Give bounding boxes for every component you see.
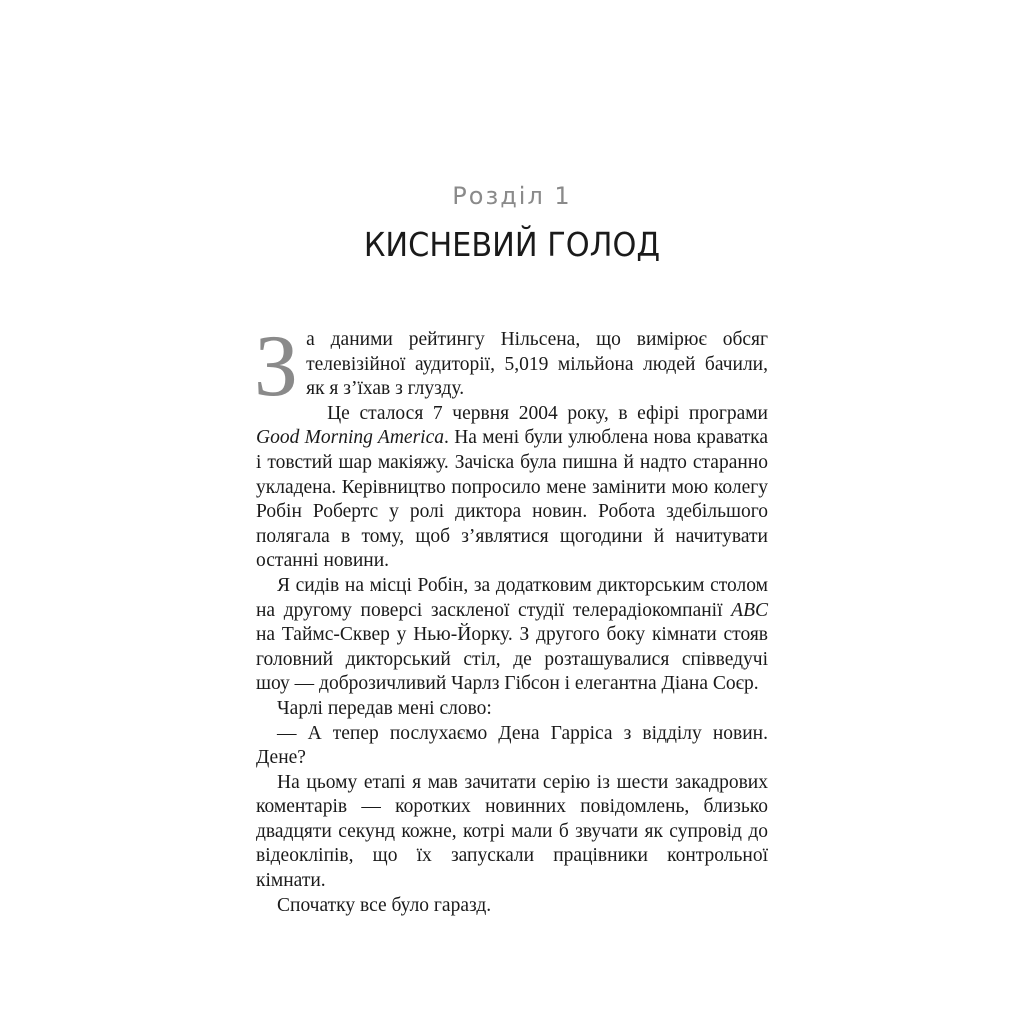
paragraph-6: На цьому етапі я мав зачитати серію із шести закадрових коментарів — коротких новинних повідомлень, близько двадцяти секунд кожне, котрі мали б звучати як супровід до відеокліпів, що їх запускали працівники контрольної кімнати. <box>256 771 768 892</box>
paragraph-3-text-a: Я сидів на місці Робін, за додатковим дикторським столом на другому поверсі заскленої студії телерадіокомпанії <box>256 574 768 621</box>
paragraph-3 <box>256 574 768 697</box>
chapter-label: Розділ 1 <box>452 182 572 210</box>
paragraph-2-text-b: . На мені були улюблена нова краватка і товстий шар макіяжу. Зачіска була пишна й надто старанно укладена. Керівництво попросило мене замінити мою колегу Робін Робертс у ролі диктора новин. Робота здебільшого полягала в тому, щоб з’являтися щогодини й начитувати останні новини. <box>256 427 768 572</box>
paragraph-1-text: а даними рейтингу Нільсена, що вимірює обсяг телевізійної аудиторії, 5,019 мільйона людей бачили, як я з’їхав з глузду. <box>306 329 768 400</box>
paragraph-3-text-b: на Таймс-Сквер у Нью-Йорку. З другого боку кімнати стояв головний дикторський стіл, де розташувалися співведучі шоу — доброзичливий Чарлз Гібсон і елегантна Діана Соєр. <box>256 624 768 695</box>
paragraph-2-text-a: Це сталося 7 червня 2004 року, в ефірі програми <box>327 402 768 424</box>
paragraph-2 <box>256 402 768 574</box>
paragraph-7: Спочатку все було гаразд. <box>277 894 492 916</box>
network-name: ABC <box>731 599 768 621</box>
paragraph-4: Чарлі передав мені слово: <box>277 697 492 719</box>
paragraph-5-dialog: — А тепер послухаємо Дена Гарріса з відділу новин. Дене? <box>256 722 768 769</box>
chapter-title: КИСНЕВИЙ ГОЛОД <box>363 225 661 264</box>
show-title: Good Morning America <box>256 427 444 449</box>
drop-cap: З <box>254 318 299 415</box>
chapter-body <box>254 318 768 918</box>
